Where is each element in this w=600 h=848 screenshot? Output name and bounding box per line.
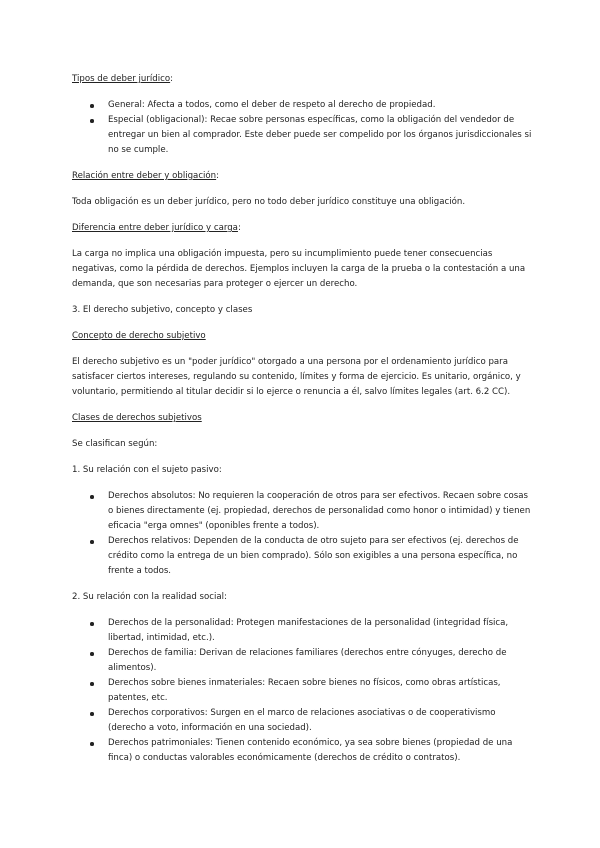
section-heading-clases (72, 411, 532, 426)
section-3-title: 3. El derecho subjetivo, concepto y clases (72, 305, 253, 315)
list-item: Derechos corporativos: Surgen en el marco de relaciones asociativas o de cooperativismo (derecho a voto, información en una sociedad). (108, 706, 532, 736)
list-item: Derechos absolutos: No requieren la cooperación de otros para ser efectivos. Recaen sobre cosas o bienes directamente (ej. propiedad, derechos de personalidad como honor o intimidad) y tienen eficacia "erga omnes" (oponibles frente a todos). (108, 489, 532, 534)
list-item: Derechos relativos: Dependen de la conducta de otro sujeto para ser efectivos (ej. derechos de crédito como la entrega de un bien comprado). Sólo son exigibles a una persona específica, no frente a todos. (108, 534, 532, 579)
paragraph-concepto: El derecho subjetivo es un "poder jurídico" otorgado a una persona por el ordenamiento jurídico para satisfacer ciertos intereses, regulando su contenido, límites y forma de ejercicio. Es unitario, orgánico, y voluntario, permitiendo al titular decidir si lo ejerce o renuncia a él, salvo límites legales (art. 6.2 CC). (72, 357, 521, 397)
list-item: Especial (obligacional): Recae sobre personas específicas, como la obligación del vendedor de entregar un bien al comprador. Este deber puede ser compelido por los órganos jurisdiccionales si no se cumple. (108, 113, 532, 158)
clases-intro: Se clasifican según: (72, 439, 158, 449)
list-item: Derechos de familia: Derivan de relaciones familiares (derechos entre cónyuges, derecho de alimentos). (108, 646, 532, 676)
clases-group-2-title: 2. Su relación con la realidad social: (72, 592, 227, 602)
heading-text: Diferencia entre deber jurídico y carga (72, 223, 238, 233)
heading-text: Concepto de derecho subjetivo (72, 331, 206, 341)
tipos-list (72, 98, 532, 158)
clases-group-1-title: 1. Su relación con el sujeto pasivo: (72, 465, 222, 475)
heading-text: Relación entre deber y obligación (72, 171, 217, 181)
heading-text: Tipos de deber jurídico (72, 74, 171, 84)
heading-text: Clases de derechos subjetivos (72, 413, 202, 423)
document-page (72, 72, 532, 777)
section-heading-diferencia: Diferencia entre deber jurídico y carga: (72, 223, 241, 233)
section-heading-relacion: Relación entre deber y obligación: (72, 171, 220, 181)
paragraph-diferencia: La carga no implica una obligación impuesta, pero su incumplimiento puede tener consecuencias negativas, como la pérdida de derechos. Ejemplos incluyen la carga de la prueba o la contestación a una demanda, que son necesarias para proteger o ejercer un derecho. (72, 249, 526, 289)
section-heading-tipos: Tipos de deber jurídico: (72, 74, 174, 84)
list-item: Derechos patrimoniales: Tienen contenido económico, ya sea sobre bienes (propiedad de una finca) o conductas valorables económicamente (derechos de crédito o contratos). (108, 736, 532, 766)
clases-group-2-list (72, 616, 532, 766)
list-item: General: Afecta a todos, como el deber de respeto al derecho de propiedad. (108, 98, 532, 113)
section-heading-concepto (72, 329, 532, 344)
clases-group-1-list (72, 489, 532, 579)
list-item: Derechos sobre bienes inmateriales: Recaen sobre bienes no físicos, como obras artísticas, patentes, etc. (108, 676, 532, 706)
paragraph-relacion: Toda obligación es un deber jurídico, pero no todo deber jurídico constituye una obligación. (72, 197, 466, 207)
list-item: Derechos de la personalidad: Protegen manifestaciones de la personalidad (integridad física, libertad, intimidad, etc.). (108, 616, 532, 646)
